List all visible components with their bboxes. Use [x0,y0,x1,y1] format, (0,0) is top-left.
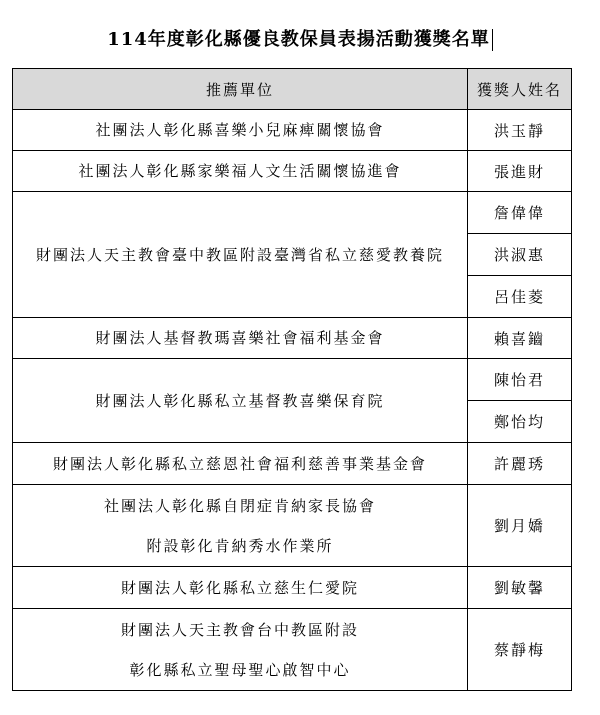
header-name: 獲獎人姓名 [468,69,572,110]
unit-cell [13,443,468,485]
name-cell: 詹偉偉 [468,192,572,234]
table-row [13,485,572,567]
unit-cell [13,359,468,443]
name-cell: 洪玉靜 [468,110,572,151]
table-row [13,110,572,151]
table-row [13,151,572,192]
unit-cell [13,151,468,192]
name-cell: 陳怡君 [468,359,572,401]
name-cell: 洪淑惠 [468,234,572,276]
document-title: 114年度彰化縣優良教保員表揚活動獲獎名單 [0,22,600,58]
unit-line: 財團法人彰化縣私立慈恩社會福利慈善事業基金會 [52,454,427,473]
unit-line: 財團法人彰化縣私立基督教喜樂保育院 [95,391,385,410]
unit-cell [13,567,468,609]
unit-line: 社團法人彰化縣家樂福人文生活關懷協進會 [78,162,402,180]
table-row [13,192,572,234]
name-cell: 鄭怡均 [468,401,572,443]
unit-line: 附設彰化肯納秀水作業所 [146,536,334,555]
unit-line: 財團法人天主教會台中教區附設 [120,620,359,639]
unit-line: 財團法人天主教會臺中教區附設臺灣省私立慈愛教養院 [35,245,444,264]
name-cell: 劉月嬌 [468,485,572,567]
name-cell: 張進財 [468,151,572,192]
unit-cell [13,318,468,359]
unit-line: 財團法人彰化縣私立慈生仁愛院 [120,578,359,597]
header-unit: 推薦單位 [13,69,468,110]
award-table [12,68,572,691]
unit-cell [13,110,468,151]
table-row [13,567,572,609]
name-cell: 蔡靜梅 [468,609,572,691]
table-row [13,609,572,691]
unit-cell [13,192,468,318]
unit-line: 社團法人彰化縣喜樂小兒麻痺關懷協會 [95,121,385,139]
name-cell: 許麗琇 [468,443,572,485]
unit-line: 財團法人基督教瑪喜樂社會福利基金會 [95,329,385,347]
table-row [13,359,572,401]
unit-cell [13,609,468,691]
name-cell: 呂佳菱 [468,276,572,318]
unit-line: 彰化縣私立聖母聖心啟智中心 [129,660,351,679]
table-header-row [13,69,572,110]
name-cell: 劉敏馨 [468,567,572,609]
table-row [13,318,572,359]
text-cursor [492,29,493,51]
name-cell: 賴喜鑡 [468,318,572,359]
unit-cell [13,485,468,567]
table-row [13,443,572,485]
unit-line: 社團法人彰化縣自閉症肯納家長協會 [103,496,376,515]
